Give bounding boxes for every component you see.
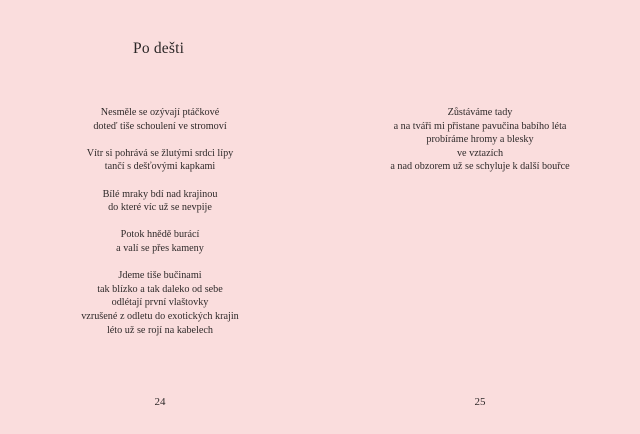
stanza: [40, 228, 280, 255]
poem-left: [40, 106, 280, 351]
stanza: [40, 147, 280, 174]
poem-line: tak blízko a tak daleko od sebe: [97, 283, 223, 295]
stanza: [40, 188, 280, 215]
poem-line: vzrušené z odletu do exotických krajin: [81, 310, 239, 322]
poem-line: Potok hnědě burácí: [120, 229, 200, 241]
poem-line: Nesměle se ozývají ptáčkové: [100, 107, 220, 118]
page-number-right: 25: [474, 396, 486, 408]
poem-line: tančí s dešťovými kapkami: [104, 161, 216, 173]
poem-line: do které víc už se nevpije: [108, 202, 212, 214]
stanza: [320, 106, 640, 174]
poem-line: doteď tiše schoulení ve stromoví: [93, 120, 227, 132]
page-number-left: 24: [154, 396, 166, 408]
poem-line: ve vztazích: [456, 147, 504, 159]
poem-line: odlétají první vlaštovky: [111, 297, 209, 309]
poem-line: Jdeme tiše bučinami: [118, 270, 202, 282]
poem-line: Vítr si pohrává se žlutými srdci lípy: [86, 147, 234, 159]
poem-line: Bílé mraky bdí nad krajinou: [102, 188, 218, 200]
poem-title: Po dešti: [133, 40, 185, 57]
poem-line: Zůstáváme tady: [447, 107, 513, 118]
poem-right: [320, 106, 640, 188]
stanza: [40, 269, 280, 337]
poem-line: a valí se přes kameny: [116, 242, 204, 254]
stanza: [40, 106, 280, 133]
right-page: [320, 0, 640, 434]
poem-line: a nad obzorem už se schyluje k další bouřce: [390, 161, 570, 173]
poem-line: probíráme hromy a blesky: [426, 134, 534, 146]
poem-line: léto už se rojí na kabelech: [106, 324, 214, 336]
poem-line: a na tváři mi přistane pavučina babího léta: [393, 120, 567, 132]
